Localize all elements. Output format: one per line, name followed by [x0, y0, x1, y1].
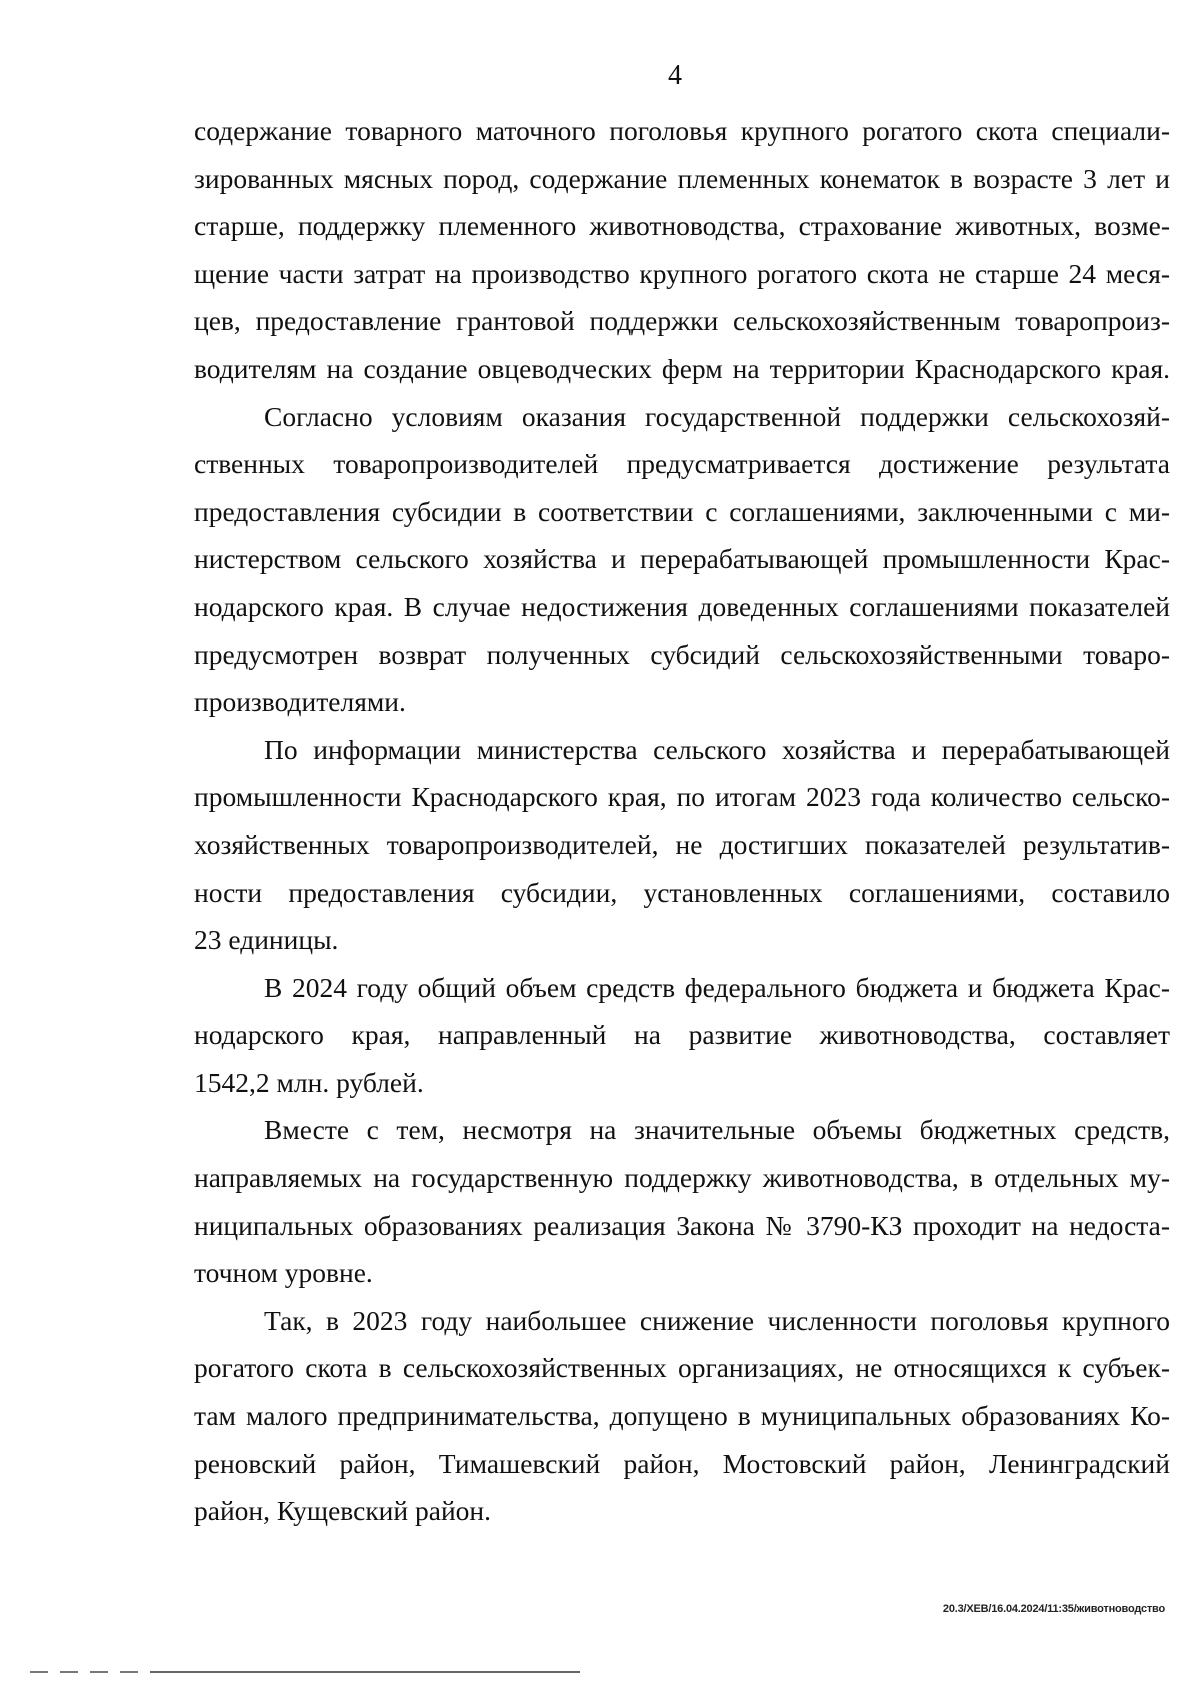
text-line: нодарского края. В случае недостижения доведенных соглашениями показателей [194, 590, 1170, 622]
text-line: предоставления субсидии в соответствии с соглашениями, заключенными с ми- [194, 495, 1170, 527]
text-line: Вместе с тем, несмотря на значительные объемы бюджетных средств, [264, 1114, 1170, 1146]
document-body [194, 107, 1170, 1535]
paragraph-1 [194, 107, 1170, 393]
text-line: ниципальных образованиях реализация Закона № 3790-КЗ проходит на недоста- [194, 1209, 1170, 1241]
text-line: В 2024 году общий объем средств федерального бюджета и бюджета Крас- [264, 971, 1170, 1003]
text-line: цев, предоставление грантовой поддержки сельскохозяйственным товаропроиз- [194, 305, 1170, 337]
paragraph-2 [194, 393, 1170, 726]
text-line: 23 единицы. [194, 924, 339, 956]
text-line: 1542,2 млн. рублей. [194, 1066, 424, 1098]
text-line: хозяйственных товаропроизводителей, не достигших показателей результатив- [194, 828, 1170, 860]
paragraph-3 [194, 726, 1170, 964]
text-line: нодарского края, направленный на развитие животноводства, составляет [194, 1019, 1170, 1051]
text-line: район, Кущевский район. [194, 1495, 492, 1527]
text-line: зированных мясных пород, содержание племенных конематок в возрасте 3 лет и [194, 162, 1170, 194]
text-line: ственных товаропроизводителей предусматривается достижение результата [194, 448, 1170, 480]
text-line: содержание товарного маточного поголовья крупного рогатого скота специали- [194, 115, 1170, 146]
text-line: точном уровне. [194, 1257, 373, 1289]
text-line: производителями. [194, 686, 406, 718]
text-line: рогатого скота в сельскохозяйственных организациях, не относящихся к субъек- [194, 1352, 1170, 1384]
text-line: там малого предпринимательства, допущено в муниципальных образованиях Ко- [194, 1400, 1170, 1432]
document-footer-code: 20.3/ХЕВ/16.04.2024/11:35/животноводство [942, 1603, 1165, 1615]
text-line: Согласно условиям оказания государственной поддержки сельскохозяй- [264, 400, 1170, 432]
page-number: 4 [668, 60, 682, 91]
paragraph-6 [194, 1297, 1170, 1535]
text-line: предусмотрен возврат полученных субсидий сельскохозяйственными товаро- [194, 638, 1170, 670]
text-line: реновский район, Тимашевский район, Мостовский район, Ленинградский [194, 1447, 1170, 1479]
text-line: Так, в 2023 году наибольшее снижение численности поголовья крупного [264, 1304, 1170, 1336]
text-line: старше, поддержку племенного животноводства, страхование животных, возме- [194, 210, 1170, 242]
text-line: направляемых на государственную поддержку животноводства, в отдельных му- [194, 1162, 1170, 1194]
text-line: По информации министерства сельского хозяйства и перерабатывающей [264, 733, 1170, 765]
text-line: ности предоставления субсидии, установленных соглашениями, составило [194, 876, 1170, 908]
paragraph-4 [194, 964, 1170, 1107]
text-line: нистерством сельского хозяйства и перерабатывающей промышленности Крас- [194, 543, 1170, 575]
text-line: водителям на создание овцеводческих ферм на территории Краснодарского края. [194, 352, 1170, 384]
scan-artifact-solid-line [150, 1671, 580, 1673]
paragraph-5 [194, 1106, 1170, 1296]
text-line: щение части затрат на производство крупного рогатого скота не старше 24 меся- [194, 257, 1170, 289]
text-line: промышленности Краснодарского края, по итогам 2023 года количество сельско- [194, 781, 1170, 813]
